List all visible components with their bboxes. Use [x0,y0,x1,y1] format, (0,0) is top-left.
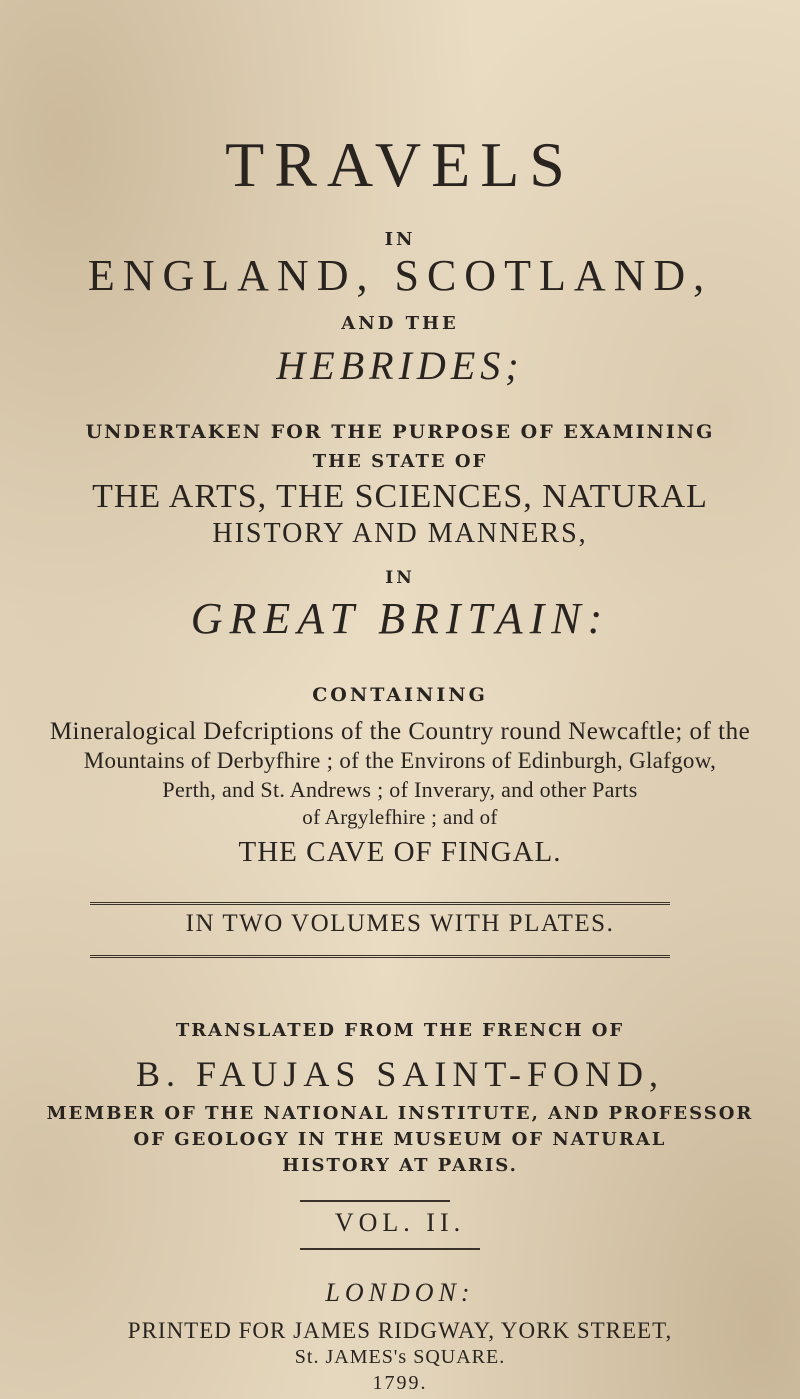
volume-rule-top [300,1200,450,1202]
author-line: B. FAUJAS SAINT-FOND, [135,1054,665,1094]
printer-line: PRINTED FOR JAMES RIDGWAY, YORK STREET, [127,1318,673,1343]
description-line-4: of Argylefhire ; and of [302,805,498,829]
description-line-2: Mountains of Derbyfhire ; of the Environs of Edinburgh, Glafgow, [83,748,717,773]
top-divider [90,902,670,908]
member-line-2: OF GEOLOGY IN THE MUSEUM OF NATURAL [133,1129,667,1150]
and-the-label: AND THE [341,313,459,334]
description-line-3: Perth, and St. Andrews ; of Inverary, and other Parts [162,777,638,802]
london-line: LONDON: [325,1278,475,1307]
year-line: 1799. [372,1372,428,1394]
in-label-1: IN [384,229,416,250]
title: TRAVELS [225,129,575,200]
bottom-divider [90,955,670,961]
cave-line: THE CAVE OF FINGAL. [238,836,562,868]
volume-label: VOL. II. [334,1208,466,1237]
member-line-3: HISTORY AT PARIS. [282,1155,518,1176]
translated-line: TRANSLATED FROM THE FRENCH OF [175,1020,625,1041]
undertaken-line: UNDERTAKEN FOR THE PURPOSE OF EXAMINING [85,421,715,443]
member-line-1: MEMBER OF THE NATIONAL INSTITUTE, AND PROFESSOR [46,1103,754,1124]
arts-line: THE ARTS, THE SCIENCES, NATURAL [92,478,708,515]
hebrides-line: HEBRIDES; [276,343,524,388]
description-line-1: Mineralogical Defcriptions of the Country round Newcaftle; of the [49,718,751,745]
state-of-line: THE STATE OF [312,451,488,472]
in-label-2: IN [385,568,415,588]
square-line: St. JAMES's SQUARE. [294,1346,506,1368]
history-line: HISTORY AND MANNERS, [212,518,588,549]
volumes-line: IN TWO VOLUMES WITH PLATES. [185,910,615,937]
containing-label: CONTAINING [312,684,488,706]
places-line: ENGLAND, SCOTLAND, [87,251,713,300]
volume-rule-bottom [300,1248,480,1250]
great-britain-line: GREAT BRITAIN: [190,594,610,643]
